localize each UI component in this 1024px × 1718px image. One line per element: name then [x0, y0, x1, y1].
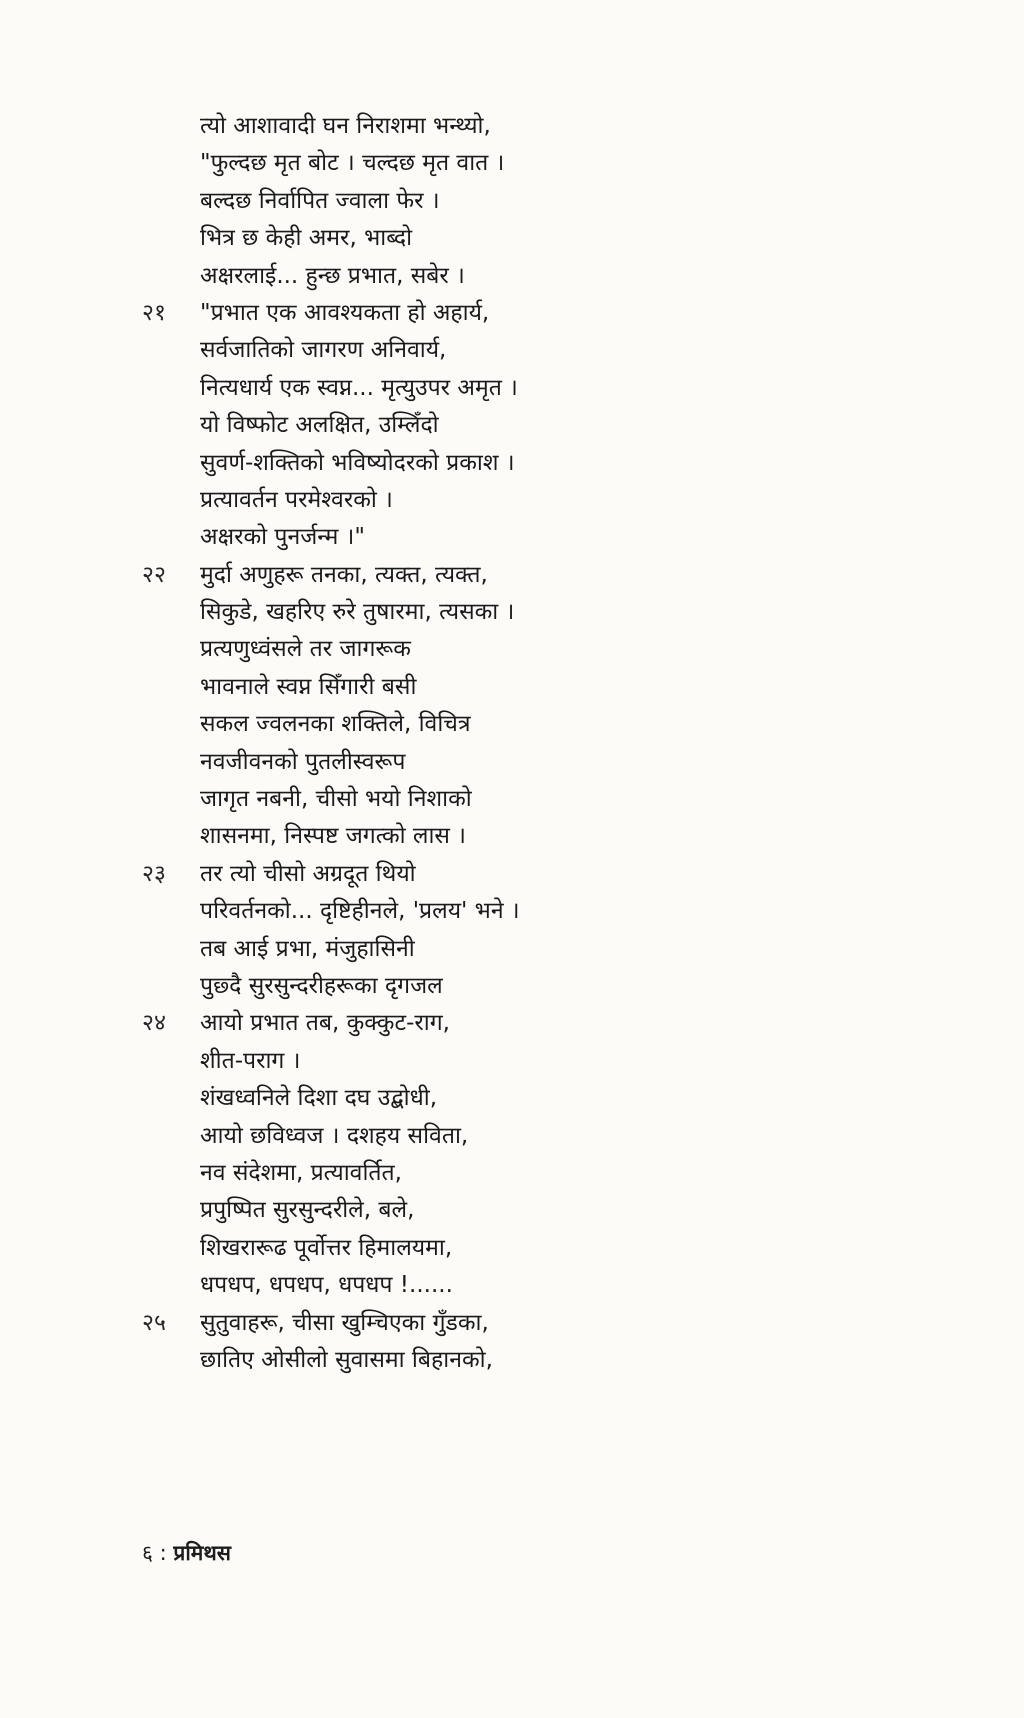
poem-line	[0, 744, 1024, 781]
poem-line	[0, 332, 1024, 369]
poem-line	[0, 370, 1024, 407]
poem-line	[0, 407, 1024, 444]
poem-line	[0, 1155, 1024, 1192]
poem-line-text: प्रपुष्पित सुरसुन्दरीले, बले,	[200, 1197, 415, 1224]
poem-line	[0, 258, 1024, 295]
verse-number: २३	[142, 860, 166, 887]
verse-number: २४	[142, 1010, 166, 1037]
poem-line	[0, 893, 1024, 930]
poem-line-text: प्रत्यणुध्वंसले तर जागरूक	[200, 636, 411, 663]
poem-line-text: सिकुडे, खहरिए रुरे तुषारमा, त्यसका ।	[200, 599, 515, 626]
poem-line-text: "फुल्दछ मृत बोट । चल्दछ मृत वात ।	[200, 150, 505, 177]
poem-line	[0, 220, 1024, 257]
poem-line	[0, 968, 1024, 1005]
poem-line	[0, 1305, 1024, 1342]
poem-line	[0, 706, 1024, 743]
poem-line	[0, 631, 1024, 668]
page-number: ६	[142, 1541, 153, 1565]
poem-line	[0, 1230, 1024, 1267]
poem-line-text: अक्षरलाई... हुन्छ प्रभात, सबेर ।	[200, 262, 465, 289]
poem-line-text: शंखध्वनिले दिशा दघ उद्बोधी,	[200, 1085, 438, 1112]
poem-line	[0, 295, 1024, 332]
poem-line	[0, 482, 1024, 519]
poem-line-text: "प्रभात एक आवश्यकता हो अहार्य,	[200, 299, 490, 326]
poem-line-text: नित्यधार्य एक स्वप्न... मृत्युउपर अमृत ।	[200, 374, 518, 401]
poem-line	[0, 931, 1024, 968]
poem-line-text: भित्र छ केही अमर, भाब्दो	[200, 225, 413, 252]
poem-line-text: छातिए ओसीलो सुवासमा बिहानको,	[200, 1346, 493, 1373]
verse-number: २१	[142, 299, 166, 326]
poem-line-text: शासनमा, निस्पष्ट जगत्को लास ।	[200, 823, 467, 850]
poem-line-text: यो विष्फोट अलक्षित, उम्लिँदो	[200, 412, 439, 439]
poem-line-text: आयो छविध्वज । दशहय सविता,	[200, 1122, 469, 1149]
poem-line	[0, 183, 1024, 220]
poem-line-text: त्यो आशावादी घन निराशमा भन्थ्यो,	[200, 113, 491, 139]
poem-line-text: शिखरारूढ पूर्वोत्तर हिमालयमा,	[200, 1234, 453, 1261]
poem-line	[0, 445, 1024, 482]
footer-separator: :	[159, 1541, 167, 1565]
poem-line-text: जागृत नबनी, चीसो भयो निशाको	[200, 786, 472, 813]
poem-line	[0, 108, 1024, 145]
poem-line-text: तर त्यो चीसो अग्रदूत थियो	[200, 860, 416, 887]
poem-line-text: अक्षरको पुनर्जन्म ।"	[200, 524, 365, 551]
poem-line-text: शीत-पराग ।	[200, 1047, 301, 1074]
poem-line-text: सुतुवाहरू, चीसा खुम्चिएका गुँडका,	[200, 1309, 489, 1336]
poem-line	[0, 781, 1024, 818]
poem-line-text: तब आई प्रभा, मंजुहासिनी	[200, 935, 415, 962]
poem-line-text: प्रत्यावर्तन परमेश्वरको ।	[200, 486, 393, 513]
poem-line	[0, 856, 1024, 893]
poem-line-text: बल्दछ निर्वापित ज्वाला फेर ।	[200, 187, 440, 214]
poem-line	[0, 669, 1024, 706]
poem-line	[0, 519, 1024, 556]
poem-line-text: परिवर्तनको... दृष्टिहीनले, 'प्रलय' भने ।	[200, 898, 520, 925]
poem-line-text: भावनाले स्वप्न सिँगारी बसी	[200, 673, 417, 700]
poem-line-text: आयो प्रभात तब, कुक्कुट-राग,	[200, 1010, 450, 1037]
poem-line-text: मुर्दा अणुहरू तनका, त्यक्त, त्यक्त,	[200, 561, 488, 588]
poem-line-text: नव संदेशमा, प्रत्यावर्तित,	[200, 1159, 402, 1186]
poem-line	[0, 594, 1024, 631]
poem-line-text: सुवर्ण-शक्तिको भविष्योदरको प्रकाश ।	[200, 449, 515, 476]
poem-line	[0, 818, 1024, 855]
poem-body	[0, 108, 1024, 1379]
poem-line-text: धपधप, धपधप, धपधप !......	[200, 1272, 453, 1299]
verse-number: २२	[142, 561, 166, 588]
poem-line-text: सकल ज्वलनका शक्तिले, विचित्र	[200, 711, 471, 738]
poem-line-text: पुछ्दै सुरसुन्दरीहरूका दृगजल	[200, 972, 443, 999]
poem-line	[0, 1005, 1024, 1042]
book-title: प्रमिथस	[173, 1541, 231, 1565]
page-footer	[142, 1538, 231, 1568]
poem-line	[0, 557, 1024, 594]
poem-line	[0, 1267, 1024, 1304]
poem-line-text: सर्वजातिको जागरण अनिवार्य,	[200, 337, 447, 364]
poem-line	[0, 1342, 1024, 1379]
poem-line	[0, 1118, 1024, 1155]
verse-number: २५	[142, 1309, 166, 1336]
poem-line-text: नवजीवनको पुतलीस्वरूप	[200, 748, 406, 775]
poem-line	[0, 1080, 1024, 1117]
poem-line	[0, 1192, 1024, 1229]
poem-line	[0, 1043, 1024, 1080]
poem-line	[0, 145, 1024, 182]
